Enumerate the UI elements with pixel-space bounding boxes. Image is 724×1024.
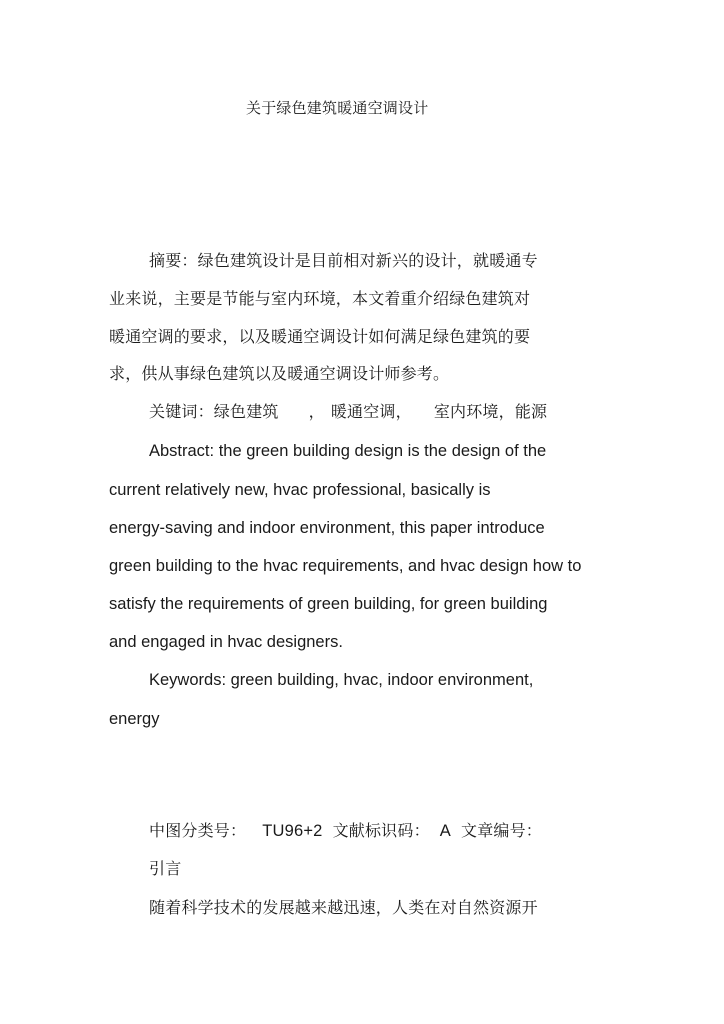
abstract-cn-line-3: 暖通空调的要求，以及暖通空调设计如何满足绿色建筑的要 xyxy=(109,327,531,346)
abstract-en-line-5: satisfy the requirements of green building, for green building xyxy=(109,595,548,613)
keywords-en-line-1: Keywords: green building, hvac, indoor environment, xyxy=(149,671,534,689)
keywords-cn-kw3: 室内环境，能源 xyxy=(433,402,548,421)
document-title: 关于绿色建筑暖通空调设计 xyxy=(246,99,429,117)
intro-first-line: 随着科学技术的发展越来越迅速，人类在对自然资源开 xyxy=(149,898,538,917)
keywords-en-line-2: energy xyxy=(109,710,160,728)
intro-heading: 引言 xyxy=(149,859,182,878)
doc-code-value: A xyxy=(439,822,451,840)
abstract-en-line-1: Abstract: the green building design is the design of the xyxy=(149,442,547,460)
abstract-cn-line-4: 求，供从事绿色建筑以及暖通空调设计师参考。 xyxy=(109,364,450,383)
abstract-cn-line-1: 摘要：绿色建筑设计是目前相对新兴的设计，就暖通专 xyxy=(149,251,538,270)
abstract-en-line-4: green building to the hvac requirements, and hvac design how to xyxy=(109,557,582,575)
classification-line xyxy=(149,821,542,841)
keywords-cn-kw2: 暖通空调， xyxy=(330,402,412,421)
keywords-cn-sep: ， xyxy=(308,402,325,421)
abstract-en-line-6: and engaged in hvac designers. xyxy=(109,633,343,651)
abstract-en-line-3: energy-saving and indoor environment, this paper introduce xyxy=(109,519,545,537)
clc-label: 中图分类号： xyxy=(149,821,247,840)
keywords-cn xyxy=(149,402,547,422)
article-no-label: 文章编号： xyxy=(461,821,543,840)
doc-code-label: 文献标识码： xyxy=(332,821,430,840)
abstract-cn-line-2: 业来说，主要是节能与室内环境，本文着重介绍绿色建筑对 xyxy=(109,289,531,308)
clc-value: TU96+2 xyxy=(262,822,323,840)
keywords-cn-label: 关键词：绿色建筑 xyxy=(149,402,279,421)
abstract-en-line-2: current relatively new, hvac professional, basically is xyxy=(109,481,491,499)
